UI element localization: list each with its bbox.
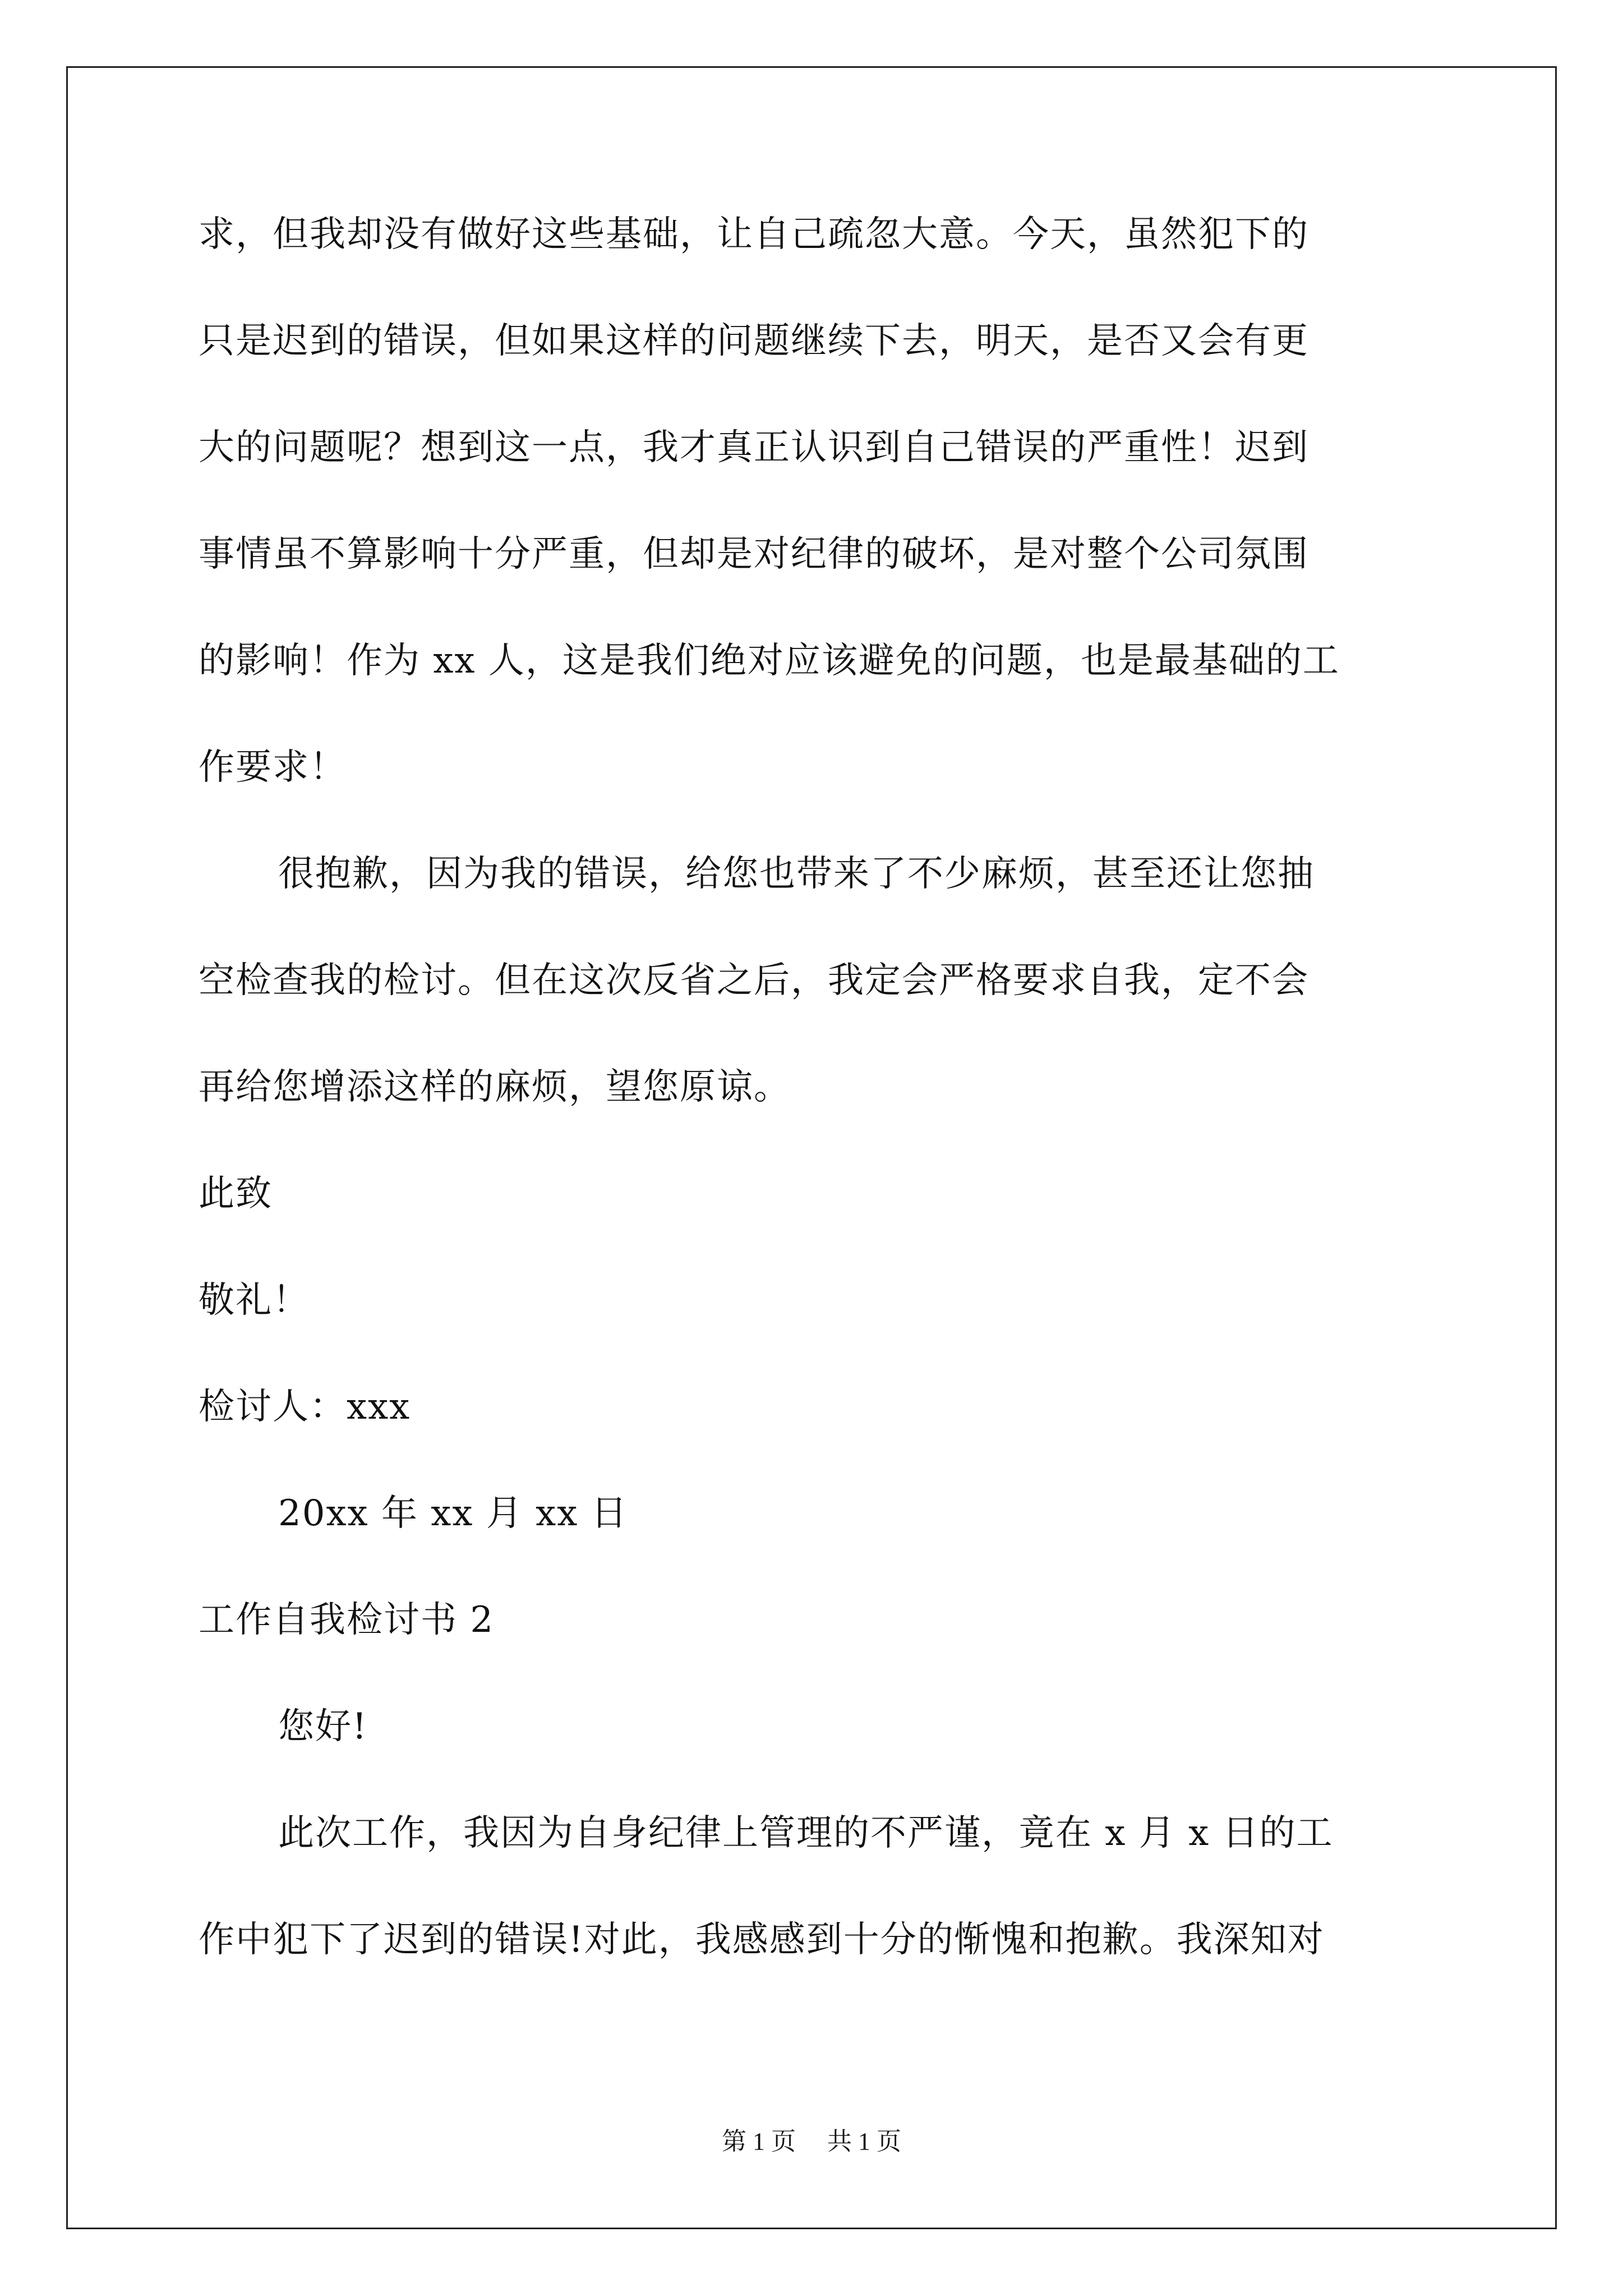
paragraph-line: 的影响！作为 xx 人，这是我们绝对应该避免的问题，也是最基础的工 [199,640,1340,682]
greeting: 您好! [278,1706,368,1747]
date-line: 20xx 年 xx 月 xx 日 [278,1493,628,1534]
signature-line: 检讨人：xxx [199,1386,411,1428]
document-body [199,208,1432,2019]
paragraph-line: 大的问题呢？想到这一点，我才真正认识到自己错误的严重性！迟到 [199,427,1309,468]
closing-regards: 敬礼！ [199,1280,310,1321]
paragraph-line: 作中犯下了迟到的错误!对此，我感感到十分的惭愧和抱歉。我深知对 [199,1919,1325,1961]
paragraph-line: 空检查我的检讨。但在这次反省之后，我定会严格要求自我，定不会 [199,960,1309,1001]
paragraph-line: 再给您增添这样的麻烦，望您原谅。 [199,1066,791,1108]
page-number: 第 1 页 [722,2128,796,2155]
section-title: 工作自我检讨书 2 [199,1599,495,1641]
page-total: 共 1 页 [827,2128,901,2155]
paragraph-line: 此次工作，我因为自身纪律上管理的不严谨，竟在 x 月 x 日的工 [278,1812,1334,1854]
page-footer [0,2126,1623,2157]
paragraph-line: 事情虽不算影响十分严重，但却是对纪律的破坏，是对整个公司氛围 [199,533,1309,575]
paragraph-line: 求，但我却没有做好这些基础，让自己疏忽大意。今天，虽然犯下的 [199,214,1309,255]
paragraph-line: 只是迟到的错误，但如果这样的问题继续下去，明天，是否又会有更 [199,320,1309,362]
paragraph-line: 很抱歉，因为我的错误，给您也带来了不少麻烦，甚至还让您抽 [278,853,1315,895]
closing-salutation: 此致 [199,1173,273,1214]
paragraph-line: 作要求！ [199,747,347,788]
